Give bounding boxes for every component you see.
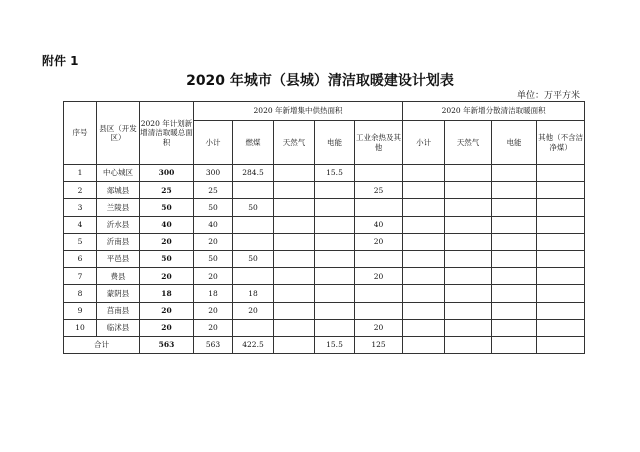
table-cell (492, 250, 537, 267)
table-cell: 20 (355, 268, 403, 285)
table-cell: 50 (194, 250, 233, 267)
total-cell (403, 336, 445, 353)
table-cell (233, 182, 274, 199)
table-cell (315, 233, 355, 250)
table-cell (492, 233, 537, 250)
table-cell (233, 216, 274, 233)
table-cell: 郯城县 (97, 182, 140, 199)
table-cell (355, 302, 403, 319)
table-cell (537, 250, 585, 267)
table-cell (233, 233, 274, 250)
table-cell: 20 (233, 302, 274, 319)
table-cell (355, 285, 403, 302)
table-cell: 8 (64, 285, 97, 302)
table-cell: 40 (355, 216, 403, 233)
attachment-label: 附件 1 (42, 54, 79, 68)
table-cell (492, 285, 537, 302)
table-cell (403, 285, 445, 302)
header-central-heating: 2020 年新增集中供热面积 (194, 102, 403, 121)
table-cell (537, 199, 585, 216)
table-row (64, 216, 585, 233)
table-cell (492, 199, 537, 216)
table-cell: 20 (194, 233, 233, 250)
table-cell (492, 182, 537, 199)
table-cell: 4 (64, 216, 97, 233)
table-cell: 3 (64, 199, 97, 216)
table-cell: 沂南县 (97, 233, 140, 250)
table-cell (274, 268, 315, 285)
header-dispersed-electric: 电能 (492, 121, 537, 165)
header-dispersed-heating: 2020 年新增分散清洁取暖面积 (403, 102, 585, 121)
table-cell: 5 (64, 233, 97, 250)
table-cell: 50 (140, 250, 194, 267)
table-cell (537, 285, 585, 302)
total-cell (537, 336, 585, 353)
total-cell: 563 (140, 336, 194, 353)
page-title: 2020 年城市（县城）清洁取暖建设计划表 (186, 73, 454, 89)
table-cell: 40 (140, 216, 194, 233)
total-cell (492, 336, 537, 353)
table-cell: 18 (140, 285, 194, 302)
table-cell (315, 319, 355, 336)
table-cell (274, 199, 315, 216)
table-cell (537, 302, 585, 319)
table-cell (537, 182, 585, 199)
table-cell (445, 216, 492, 233)
table-cell (492, 216, 537, 233)
table-cell (492, 165, 537, 182)
table-cell (445, 165, 492, 182)
header-central-coal: 燃煤 (233, 121, 274, 165)
header-central-gas: 天然气 (274, 121, 315, 165)
table-cell: 兰陵县 (97, 199, 140, 216)
table-row (64, 182, 585, 199)
table-cell: 费县 (97, 268, 140, 285)
table-cell (315, 302, 355, 319)
table-cell: 平邑县 (97, 250, 140, 267)
table-cell: 蒙阴县 (97, 285, 140, 302)
table-cell (445, 233, 492, 250)
header-central-subtotal: 小计 (194, 121, 233, 165)
table-cell: 9 (64, 302, 97, 319)
table-cell: 莒南县 (97, 302, 140, 319)
table-row (64, 165, 585, 182)
table-cell: 40 (194, 216, 233, 233)
table-row (64, 268, 585, 285)
table-cell (315, 182, 355, 199)
header-dispersed-subtotal: 小计 (403, 121, 445, 165)
table-row (64, 250, 585, 267)
table-cell: 7 (64, 268, 97, 285)
table-cell (445, 285, 492, 302)
unit-label: 单位：万平方米 (516, 91, 580, 101)
table-cell (537, 319, 585, 336)
table-cell (315, 199, 355, 216)
table-row (64, 233, 585, 250)
total-cell (445, 336, 492, 353)
table-cell (537, 268, 585, 285)
header-central-electric: 电能 (315, 121, 355, 165)
table-cell: 20 (140, 268, 194, 285)
heating-plan-table (63, 101, 585, 354)
table-cell (233, 268, 274, 285)
table-cell (315, 250, 355, 267)
header-total: 2020 年计划新增清洁取暖总面积 (140, 102, 194, 165)
table-cell (403, 233, 445, 250)
table-row (64, 319, 585, 336)
total-row (64, 336, 585, 353)
table-row (64, 302, 585, 319)
table-cell (274, 285, 315, 302)
table-cell (233, 319, 274, 336)
header-seq: 序号 (64, 102, 97, 165)
header-dispersed-gas: 天然气 (445, 121, 492, 165)
total-cell (274, 336, 315, 353)
total-cell: 15.5 (315, 336, 355, 353)
table-cell (274, 216, 315, 233)
total-cell: 125 (355, 336, 403, 353)
table-cell (274, 182, 315, 199)
table-cell (274, 250, 315, 267)
table-cell (403, 199, 445, 216)
table-row (64, 199, 585, 216)
total-cell: 563 (194, 336, 233, 353)
table-cell (315, 285, 355, 302)
table-cell: 300 (194, 165, 233, 182)
table-cell: 50 (233, 199, 274, 216)
table-row (64, 285, 585, 302)
table-cell (492, 302, 537, 319)
table-cell (355, 165, 403, 182)
table-cell: 300 (140, 165, 194, 182)
table-cell: 18 (194, 285, 233, 302)
table-cell: 10 (64, 319, 97, 336)
table-cell (445, 250, 492, 267)
table-cell (537, 216, 585, 233)
table-cell: 18 (233, 285, 274, 302)
table-cell (403, 216, 445, 233)
table-cell (492, 319, 537, 336)
table-cell (445, 199, 492, 216)
table-cell: 中心城区 (97, 165, 140, 182)
total-label: 合计 (64, 336, 140, 353)
table-cell (445, 302, 492, 319)
table-cell: 25 (140, 182, 194, 199)
table-cell: 50 (233, 250, 274, 267)
table-cell: 25 (355, 182, 403, 199)
table-cell (537, 233, 585, 250)
table-cell (403, 319, 445, 336)
table-cell: 20 (355, 233, 403, 250)
table-cell: 沂水县 (97, 216, 140, 233)
table-cell (355, 199, 403, 216)
table-cell: 20 (140, 319, 194, 336)
table-cell (403, 268, 445, 285)
table-cell (315, 216, 355, 233)
table-cell (403, 250, 445, 267)
table-cell: 2 (64, 182, 97, 199)
table-cell: 6 (64, 250, 97, 267)
header-dispersed-other: 其他（不含洁净煤） (537, 121, 585, 165)
table-cell (537, 165, 585, 182)
table-cell: 1 (64, 165, 97, 182)
header-district: 县区（开发区） (97, 102, 140, 165)
table-cell: 15.5 (315, 165, 355, 182)
table-cell (274, 233, 315, 250)
table-cell (445, 268, 492, 285)
table-cell (445, 319, 492, 336)
table-cell (355, 250, 403, 267)
total-cell: 422.5 (233, 336, 274, 353)
header-central-industrial: 工业余热及其他 (355, 121, 403, 165)
table-cell (274, 319, 315, 336)
table-cell: 25 (194, 182, 233, 199)
table-cell: 284.5 (233, 165, 274, 182)
table-cell (403, 182, 445, 199)
table-cell: 20 (140, 302, 194, 319)
table-cell: 50 (140, 199, 194, 216)
table-cell (274, 302, 315, 319)
table-cell: 20 (194, 302, 233, 319)
table-cell (274, 165, 315, 182)
table-cell (492, 268, 537, 285)
table-cell (315, 268, 355, 285)
table-cell: 20 (194, 268, 233, 285)
table-cell (403, 302, 445, 319)
table-cell: 临沭县 (97, 319, 140, 336)
table-cell: 20 (140, 233, 194, 250)
table-cell: 50 (194, 199, 233, 216)
table-cell: 20 (194, 319, 233, 336)
table-cell (445, 182, 492, 199)
table-cell: 20 (355, 319, 403, 336)
table-cell (403, 165, 445, 182)
